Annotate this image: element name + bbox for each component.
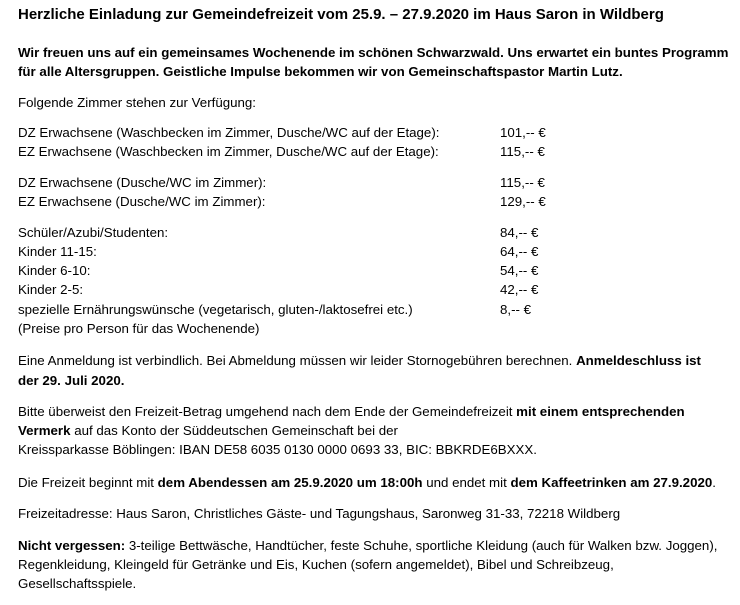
schedule-end: dem Kaffeetrinken am 27.9.2020 [510, 475, 713, 490]
registration-deadline: Anmeldeschluss ist [576, 353, 701, 368]
address-line: Freizeitadresse: Haus Saron, Christliches Gäste- und Tagungshaus, Saronweg 31-33, 72218 Wildberg [18, 506, 621, 521]
room-price: 54,-- € [500, 263, 539, 278]
price-note: (Preise pro Person für das Wochenende) [18, 321, 260, 336]
room-label: EZ Erwachsene (Dusche/WC im Zimmer): [18, 194, 266, 209]
payment-note: mit einem entsprechenden [516, 404, 685, 419]
intro-line-1: Wir freuen uns auf ein gemeinsames Wochenende im schönen Schwarzwald. Uns erwartet ein buntes Programm [18, 45, 729, 60]
payment-text: Bitte überweist den Freizeit-Betrag umgehend nach dem Ende der Gemeindefreizeit [18, 404, 517, 419]
reminder-text: 3-teilige Bettwäsche, Handtücher, feste Schuhe, sportliche Kleidung (auch für Walken bzw. Joggen), [125, 538, 718, 553]
room-label: Kinder 11-15: [18, 244, 97, 259]
room-label: Kinder 2-5: [18, 282, 84, 297]
invitation-title: Herzliche Einladung zur Gemeindefreizeit vom 25.9. – 27.9.2020 im Haus Saron in Wildberg [18, 6, 664, 23]
room-label: DZ Erwachsene (Dusche/WC im Zimmer): [18, 175, 267, 190]
room-price: 84,-- € [500, 225, 539, 240]
room-price: 115,-- € [500, 175, 545, 190]
intro-line-2: für alle Altersgruppen. Geistliche Impulse bekommen wir von Gemeinschaftspastor Martin Lutz. [18, 64, 623, 79]
payment-vermerk: Vermerk [18, 423, 71, 438]
reminder-line-2: Regenkleidung, Kleingeld für Getränke und Eis, Kuchen (sofern angemeldet), Bibel und Schreibzeug, [18, 557, 614, 572]
reminder-line-1 [18, 537, 717, 555]
schedule-text: und endet mit [422, 475, 511, 490]
schedule-text: . [712, 475, 716, 490]
registration-line-1 [18, 352, 701, 370]
room-label: spezielle Ernährungswünsche (vegetarisch, gluten-/laktosefrei etc.) [18, 302, 413, 317]
schedule-line [18, 474, 716, 492]
payment-account: auf das Konto der Süddeutschen Gemeinschaft bei der [70, 423, 398, 438]
room-price: 8,-- € [500, 302, 532, 317]
room-label: EZ Erwachsene (Waschbecken im Zimmer, Dusche/WC auf der Etage): [18, 144, 439, 159]
rooms-heading: Folgende Zimmer stehen zur Verfügung: [18, 95, 256, 110]
room-price: 42,-- € [500, 282, 539, 297]
payment-line-1 [18, 403, 685, 421]
schedule-start: dem Abendessen am 25.9.2020 um 18:00h [157, 475, 423, 490]
room-price: 115,-- € [500, 144, 545, 159]
room-price: 101,-- € [500, 125, 546, 140]
room-price: 64,-- € [500, 244, 539, 259]
payment-line-2 [18, 422, 398, 440]
registration-text: Eine Anmeldung ist verbindlich. Bei Abmeldung müssen wir leider Stornogebühren berechnen. [18, 353, 577, 368]
schedule-text: Die Freizeit beginnt mit [18, 475, 158, 490]
room-price: 129,-- € [500, 194, 546, 209]
reminder-line-3: Gesellschaftsspiele. [18, 576, 137, 591]
reminder-label: Nicht vergessen: [18, 538, 126, 553]
room-label: Schüler/Azubi/Studenten: [18, 225, 169, 240]
bank-details: Kreissparkasse Böblingen: IBAN DE58 6035 0130 0000 0693 33, BIC: BBKRDE6BXXX. [18, 442, 537, 457]
room-label: DZ Erwachsene (Waschbecken im Zimmer, Dusche/WC auf der Etage): [18, 125, 440, 140]
registration-deadline-date: der 29. Juli 2020. [18, 373, 125, 388]
room-label: Kinder 6-10: [18, 263, 91, 278]
